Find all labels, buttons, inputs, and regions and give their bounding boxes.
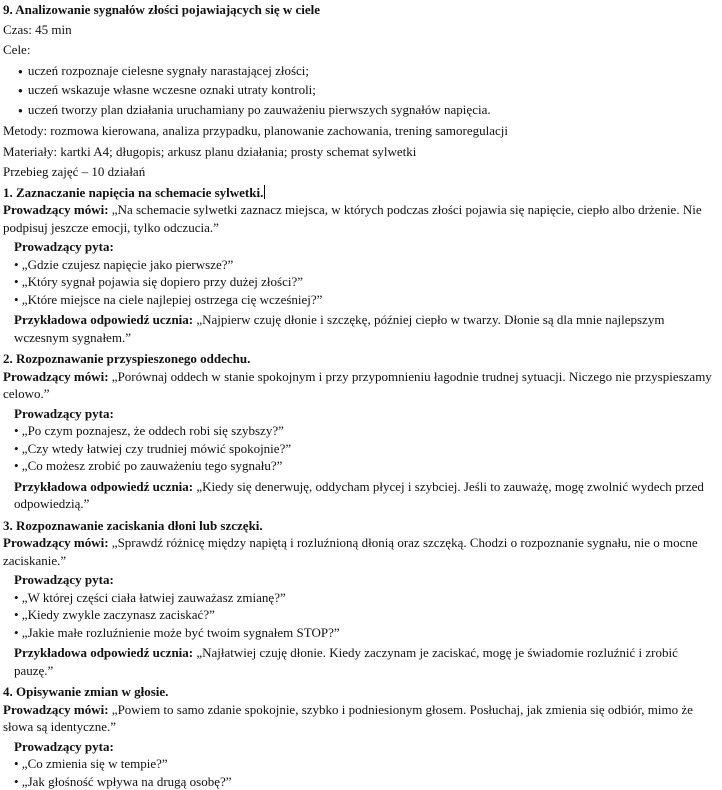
question-item: • „Które miejsce na ciele najlepiej ostrzega cię wcześniej?” <box>14 291 712 309</box>
question-item: • „Po czym poznajesz, że oddech robi się szybszy?” <box>14 422 712 440</box>
lesson-methods: Metody: rozmowa kierowana, analiza przypadku, planowanie zachowania, trening samoregulacji <box>3 122 712 140</box>
question-item: • „Jakie małe rozluźnienie może być twoim sygnałem STOP?” <box>14 624 712 642</box>
goal-item: ● uczeń tworzy plan działania uruchamiany po zauważeniu pierwszych sygnałów napięcia. <box>18 101 712 121</box>
question-item: • „Jak głośność wpływa na drugą osobę?” <box>14 773 712 790</box>
leader-says: Prowadzący mówi: „Powiem to samo zdanie spokojnie, szybko i podniesionym głosem. Posłuchaj, jak zmienia się odbiór, mimo że słowa są identyczne.” <box>3 701 712 736</box>
leader-says: Prowadzący mówi: „Na schemacie sylwetki zaznacz miejsca, w których podczas złości pojawia się napięcie, ciepło albo drżenie. Nie podpisuj jeszcze emocji, tylko odczucia.” <box>3 201 712 236</box>
question-item: • „W której części ciała łatwiej zauważasz zmianę?” <box>14 589 712 607</box>
question-item: • „Który sygnał pojawia się dopiero przy dużej złości?” <box>14 273 712 291</box>
question-item: • „Co możesz zrobić po zauważeniu tego sygnału?” <box>14 457 712 475</box>
lesson-title: 9. Analizowanie sygnałów złości pojawiających się w ciele <box>3 1 712 19</box>
question-item: • „Co zmienia się w tempie?” <box>14 755 712 773</box>
leader-asks: Prowadzący pyta: • „W której części ciała łatwiej zauważasz zmianę?” • „Kiedy zwykle zaczynasz zaciskać?” • „Jakie małe rozluźnienie może być twoim sygnałem STOP?” <box>14 571 712 641</box>
student-answer: Przykładowa odpowiedź ucznia: „Kiedy się denerwuję, oddycham płycej i szybciej. Jeśli to zauważę, mogę zwolnić wydech przed odpowiedzią.” <box>14 478 712 513</box>
goals-list <box>3 62 712 121</box>
section-heading: 3. Rozpoznawanie zaciskania dłoni lub szczęki. <box>3 517 712 535</box>
section-heading: 4. Opisywanie zmian w głosie. <box>3 683 712 701</box>
lesson-time: Czas: 45 min <box>3 21 712 39</box>
goal-item: ● uczeń rozpoznaje cielesne sygnały narastającej złości; <box>18 62 712 82</box>
leader-asks: Prowadzący pyta: • „Co zmienia się w tempie?” • „Jak głośność wpływa na drugą osobę?” <box>14 738 712 790</box>
student-answer: Przykładowa odpowiedź ucznia: „Najłatwiej czuję dłonie. Kiedy zaczynam je zaciskać, mogę je świadomie rozluźnić i zrobić pauzę.” <box>14 644 712 679</box>
goal-item: ● uczeń wskazuje własne wczesne oznaki utraty kontroli; <box>18 81 712 101</box>
leader-asks: Prowadzący pyta: • „Po czym poznajesz, że oddech robi się szybszy?” • „Czy wtedy łatwiej czy trudniej mówić spokojnie?” • „Co możesz zrobić po zauważeniu tego sygnału?” <box>14 405 712 475</box>
question-item: • „Gdzie czujesz napięcie jako pierwsze?” <box>14 256 712 274</box>
section-heading: 1. Zaznaczanie napięcia na schemacie sylwetki. <box>3 184 712 202</box>
text-cursor <box>264 185 265 199</box>
goals-label: Cele: <box>3 41 712 59</box>
section-heading: 2. Rozpoznawanie przyspieszonego oddechu. <box>3 350 712 368</box>
leader-says: Prowadzący mówi: „Porównaj oddech w stanie spokojnym i przy przypomnieniu łagodnie trudnej sytuacji. Niczego nie przyspieszamy celowo.” <box>3 368 712 403</box>
leader-asks: Prowadzący pyta: • „Gdzie czujesz napięcie jako pierwsze?” • „Który sygnał pojawia się dopiero przy dużej złości?” • „Które miejsce na ciele najlepiej ostrzega cię wcześniej?” <box>14 238 712 308</box>
question-item: • „Kiedy zwykle zaczynasz zaciskać?” <box>14 606 712 624</box>
lesson-course: Przebieg zajęć – 10 działań <box>3 163 712 181</box>
student-answer: Przykładowa odpowiedź ucznia: „Najpierw czuję dłonie i szczękę, później ciepło w twarzy. Dłonie są dla mnie najlepszym wczesnym sygnałem.” <box>14 311 712 346</box>
lesson-materials: Materiały: kartki A4; długopis; arkusz planu działania; prosty schemat sylwetki <box>3 143 712 161</box>
question-item: • „Czy wtedy łatwiej czy trudniej mówić spokojnie?” <box>14 440 712 458</box>
leader-says: Prowadzący mówi: „Sprawdź różnicę między napiętą i rozluźnioną dłonią oraz szczęką. Chodzi o rozpoznanie sygnału, nie o mocne zaciskanie.” <box>3 534 712 569</box>
